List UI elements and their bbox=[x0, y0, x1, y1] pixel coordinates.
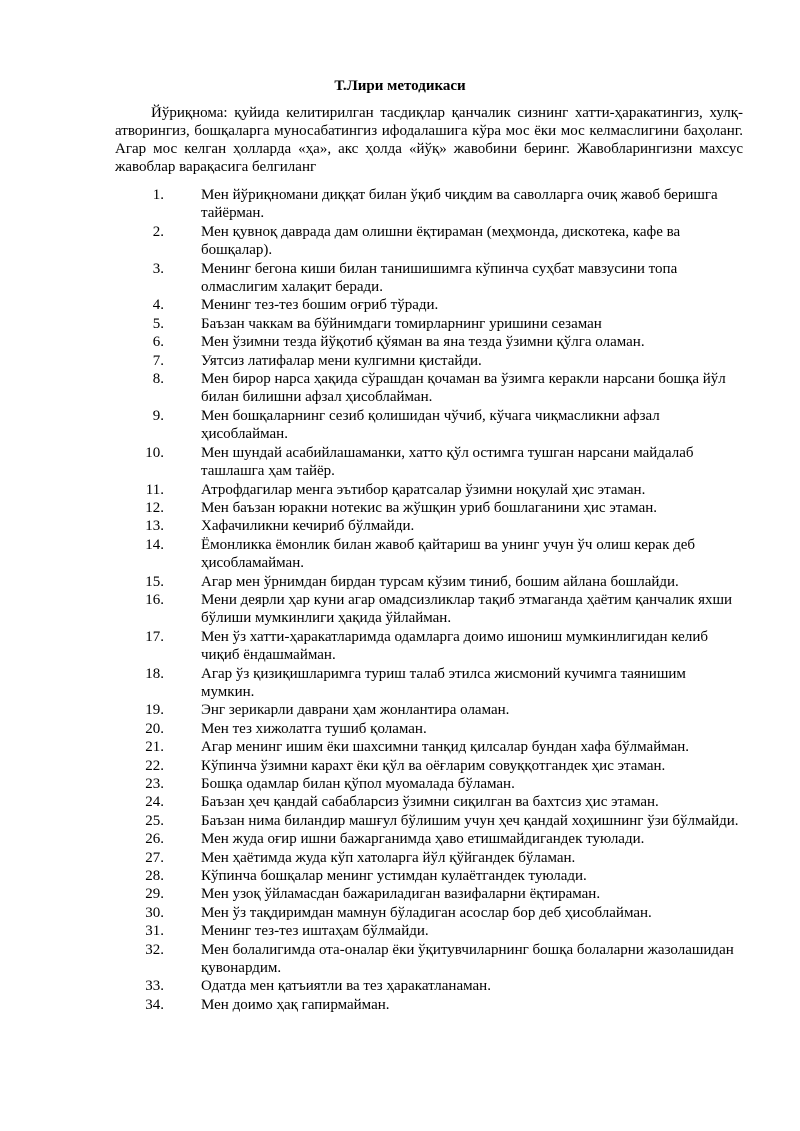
item-text: Мен болалигимда ота-оналар ёки ўқитувчиларнинг бошқа болаларни жазолашидан қувонардим. bbox=[201, 941, 734, 977]
item-text: Баъзан нима биландир машғул бўлишим учун ҳеч қандай хоҳишнинг ўзи бўлмайди. bbox=[201, 812, 739, 829]
item-text: Агар ўз қизиқишларимга туриш талаб этилса жисмоний кучимга таянишим мумкин. bbox=[201, 665, 686, 700]
item-number: 29. bbox=[145, 886, 164, 903]
item-number: 2. bbox=[152, 223, 164, 240]
item-number: 34. bbox=[145, 996, 164, 1013]
item-number: 12. bbox=[145, 499, 164, 516]
item-text: Мен доимо ҳақ гапирмайман. bbox=[201, 996, 390, 1013]
list-item bbox=[0, 333, 800, 351]
item-number: 27. bbox=[145, 849, 164, 866]
list-item bbox=[0, 370, 800, 407]
list-item bbox=[0, 517, 800, 535]
item-number: 31. bbox=[145, 923, 164, 940]
item-text: Баъзан чаккам ва бўйнимдаги томирларнинг уришини сезаман bbox=[201, 315, 602, 332]
item-text: Менинг тез-тез бошим оғриб тўради. bbox=[201, 297, 439, 314]
item-text: Мен узоқ ўйламасдан бажариладиган вазифаларни ёқтираман. bbox=[201, 886, 601, 903]
list-item bbox=[0, 407, 800, 444]
list-item bbox=[0, 296, 800, 314]
list-item bbox=[0, 793, 800, 811]
list-item bbox=[0, 701, 800, 719]
list-item bbox=[0, 867, 800, 885]
item-number: 32. bbox=[145, 941, 164, 958]
item-text: Мен тез хижолатга тушиб қоламан. bbox=[201, 720, 427, 737]
item-number: 30. bbox=[145, 904, 164, 921]
item-text: Мен шундай асабийлашаманки, хатто қўл остимга тушган нарсани майдалаб ташлашга ҳам тайёр. bbox=[201, 444, 694, 480]
list-item bbox=[0, 904, 800, 922]
list-item bbox=[0, 977, 800, 995]
item-text: Хафачиликни кечириб бўлмайди. bbox=[201, 518, 415, 535]
item-text: Агар менинг ишим ёки шахсимни танқид қилсалар бундан хафа бўлмайман. bbox=[201, 739, 690, 756]
item-number: 24. bbox=[145, 794, 164, 811]
item-number: 16. bbox=[145, 591, 164, 608]
list-item bbox=[0, 738, 800, 756]
list-item bbox=[0, 830, 800, 848]
item-number: 7. bbox=[152, 352, 164, 369]
list-item bbox=[0, 315, 800, 333]
instruction-paragraph: Йўриқнома: қуйида келитирилган тасдиқлар қанчалик сизнинг хатти-ҳаракатингиз, хулқ-атворингиз, бошқаларга муносабатингиз ифодалашига кўра мос ёки мос келмаслигини баҳоланг. Агар мос келган ҳолларда «ҳа», акс ҳолда «йўқ» жавобини беринг. Жавобларингизни махсус жавоблар варақасига белгиланг bbox=[115, 105, 743, 175]
item-text: Кўпинча бошқалар менинг устимдан кулаётгандек туюлади. bbox=[201, 868, 587, 885]
item-number: 33. bbox=[145, 978, 164, 995]
item-number: 4. bbox=[152, 297, 164, 314]
item-text: Атрофдагилар менга эътибор қаратсалар ўзимни ноқулай ҳис этаман. bbox=[201, 481, 646, 498]
document-title: Т.Лири методикаси bbox=[334, 78, 466, 94]
list-item bbox=[0, 499, 800, 517]
item-text: Мен йўриқномани диққат билан ўқиб чиқдим ва саволларга очиқ жавоб беришга тайёрман. bbox=[201, 187, 718, 222]
list-item bbox=[0, 885, 800, 903]
item-number: 22. bbox=[145, 757, 164, 774]
item-text: Баъзан ҳеч қандай сабабларсиз ўзимни сиқилган ва бахтсиз ҳис этаман. bbox=[201, 794, 659, 811]
item-number: 18. bbox=[145, 665, 164, 682]
item-text: Уятсиз латифалар мени кулгимни қистайди. bbox=[201, 352, 482, 369]
item-number: 28. bbox=[145, 868, 164, 885]
list-item bbox=[0, 223, 800, 260]
item-number: 8. bbox=[152, 371, 164, 388]
list-item bbox=[0, 665, 800, 702]
list-item bbox=[0, 573, 800, 591]
item-text: Мен бирор нарса ҳақида сўрашдан қочаман ва ўзимга керакли нарсани бошқа йўл билан билишни афзал ҳисоблайман. bbox=[201, 371, 726, 406]
list-item bbox=[0, 352, 800, 370]
list-item bbox=[0, 849, 800, 867]
item-number: 5. bbox=[152, 315, 164, 332]
item-number: 26. bbox=[145, 831, 164, 848]
list-item bbox=[0, 996, 800, 1014]
list-item bbox=[0, 536, 800, 573]
item-number: 23. bbox=[145, 776, 164, 792]
list-item bbox=[0, 481, 800, 499]
item-text: Мен баъзан юракни нотекис ва жўшқин уриб бошлаганини ҳис этаман. bbox=[201, 499, 657, 516]
item-text: Мен жуда оғир ишни бажарганимда ҳаво етишмайдигандек туюлади. bbox=[201, 831, 645, 848]
item-number: 21. bbox=[145, 739, 164, 756]
item-text: Мен ўз хатти-ҳаракатларимда одамларга доимо ишониш мумкинлигидан келиб чиқиб ёндашмайман. bbox=[201, 628, 708, 664]
item-text: Мен ўзимни тезда йўқотиб қўяман ва яна тезда ўзимни қўлга оламан. bbox=[201, 334, 645, 351]
item-number: 10. bbox=[145, 444, 164, 461]
list-item bbox=[0, 591, 800, 628]
list-item bbox=[0, 260, 800, 297]
list-item bbox=[0, 444, 800, 481]
item-text: Мен ўз тақдиримдан мамнун бўладиган асослар бор деб ҳисоблайман. bbox=[201, 904, 652, 921]
item-number: 6. bbox=[152, 334, 164, 351]
list-item bbox=[0, 757, 800, 775]
item-text: Одатда мен қатъиятли ва тез ҳаракатланаман. bbox=[201, 978, 491, 995]
item-number: 9. bbox=[152, 407, 164, 424]
item-text: Ёмонликка ёмонлик билан жавоб қайтариш ва унинг учун ўч олиш керак деб ҳисобламайман. bbox=[201, 536, 696, 572]
list-item bbox=[0, 186, 800, 223]
item-text: Мен бошқаларнинг сезиб қолишидан чўчиб, кўчага чиқмасликни афзал ҳисоблайман. bbox=[201, 407, 660, 443]
item-number: 25. bbox=[145, 812, 164, 829]
item-text: Агар мен ўрнимдан бирдан турсам кўзим тиниб, бошим айлана бошлайди. bbox=[201, 573, 679, 590]
item-number: 15. bbox=[145, 573, 164, 590]
list-item bbox=[0, 922, 800, 940]
item-number: 11. bbox=[145, 481, 164, 498]
list-item bbox=[0, 941, 800, 978]
item-text: Бошқа одамлар билан қўпол муомалада бўламан. bbox=[201, 776, 515, 792]
list-item bbox=[0, 628, 800, 665]
item-text: Кўпинча ўзимни карахт ёки қўл ва оёғларим совуққотгандек ҳис этаман. bbox=[201, 757, 666, 774]
list-item bbox=[0, 812, 800, 830]
statement-list bbox=[0, 186, 800, 1014]
item-number: 14. bbox=[145, 536, 164, 553]
item-text: Энг зерикарли даврани ҳам жонлантира оламан. bbox=[201, 702, 510, 719]
list-item bbox=[0, 720, 800, 738]
item-number: 3. bbox=[152, 260, 164, 277]
item-number: 17. bbox=[145, 628, 164, 645]
item-number: 1. bbox=[152, 187, 164, 203]
list-item bbox=[0, 775, 800, 793]
item-text: Менинг тез-тез иштаҳам бўлмайди. bbox=[201, 923, 429, 940]
item-text: Мен қувноқ даврада дам олишни ёқтираман (меҳмонда, дискотека, кафе ва бошқалар). bbox=[201, 223, 681, 259]
item-text: Мен ҳаётимда жуда кўп хатоларга йўл қўйгандек бўламан. bbox=[201, 849, 576, 866]
item-number: 19. bbox=[145, 702, 164, 719]
item-number: 20. bbox=[145, 720, 164, 737]
item-number: 13. bbox=[145, 518, 164, 535]
item-text: Мени деярли ҳар куни агар омадсизликлар тақиб этмаганда ҳаётим қанчалик яхши бўлиши мумкинлиги ҳақида ўйлайман. bbox=[201, 591, 733, 627]
item-text: Менинг бегона киши билан танишишимга кўпинча суҳбат мавзусини топа олмаслигим халақит беради. bbox=[201, 260, 678, 296]
